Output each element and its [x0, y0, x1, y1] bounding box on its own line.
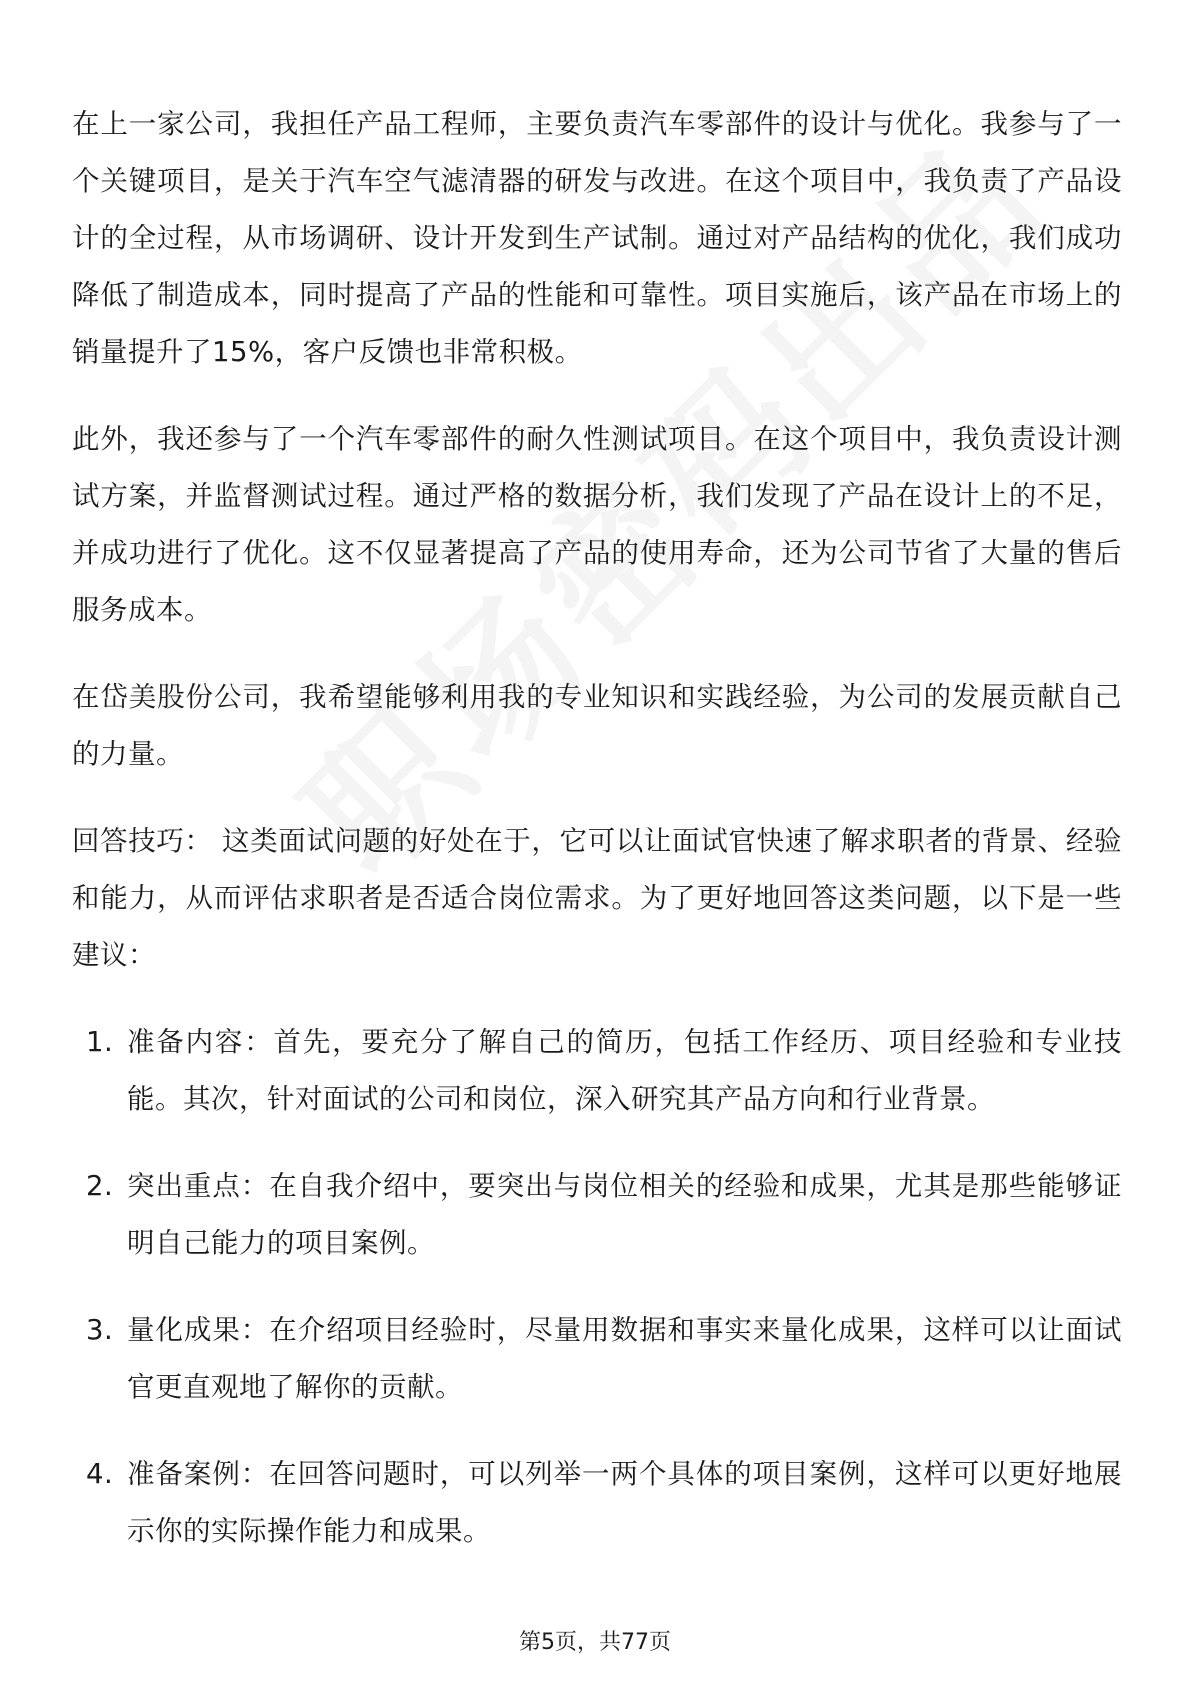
page-number: 第5页，共77页: [519, 1630, 671, 1655]
list-item-text: 准备内容：首先，要充分了解自己的简历，包括工作经历、项目经验和专业技能。其次，针对面试的公司和岗位，深入研究其产品方向和行业背景。: [127, 1026, 1122, 1115]
document-body: [72, 96, 1122, 1590]
list-number: 3.: [86, 1314, 114, 1346]
paragraph-company-goal: 在岱美股份公司，我希望能够利用我的专业知识和实践经验，为公司的发展贡献自己的力量。: [72, 681, 1122, 770]
paragraph-previous-job: 在上一家公司，我担任产品工程师，主要负责汽车零部件的设计与优化。我参与了一个关键项目，是关于汽车空气滤清器的研发与改进。在这个项目中，我负责了产品设计的全过程，从市场调研、设计开发到生产试制。通过对产品结构的优化，我们成功降低了制造成本，同时提高了产品的性能和可靠性。项目实施后，该产品在市场上的销量提升了15%，客户反馈也非常积极。: [72, 108, 1122, 368]
tips-list: [72, 1014, 1122, 1560]
list-item: [72, 1158, 1122, 1272]
list-item: [72, 1302, 1122, 1416]
list-item-text: 准备案例：在回答问题时，可以列举一两个具体的项目案例，这样可以更好地展示你的实际操作能力和成果。: [127, 1458, 1122, 1547]
list-item: [72, 1446, 1122, 1560]
list-number: 2.: [86, 1170, 114, 1202]
list-number: 4.: [86, 1458, 114, 1490]
list-item-text: 突出重点：在自我介绍中，要突出与岗位相关的经验和成果，尤其是那些能够证明自己能力的项目案例。: [127, 1170, 1122, 1259]
list-item-text: 量化成果：在介绍项目经验时，尽量用数据和事实来量化成果，这样可以让面试官更直观地了解你的贡献。: [127, 1314, 1122, 1403]
list-number: 1.: [86, 1026, 114, 1058]
list-item: [72, 1014, 1122, 1128]
paragraph-answer-tips: 回答技巧： 这类面试问题的好处在于，它可以让面试官快速了解求职者的背景、经验和能力，从而评估求职者是否适合岗位需求。为了更好地回答这类问题，以下是一些建议：: [72, 825, 1122, 971]
paragraph-durability-project: 此外，我还参与了一个汽车零部件的耐久性测试项目。在这个项目中，我负责设计测试方案，并监督测试过程。通过严格的数据分析，我们发现了产品在设计上的不足，并成功进行了优化。这不仅显著提高了产品的使用寿命，还为公司节省了大量的售后服务成本。: [72, 423, 1122, 626]
